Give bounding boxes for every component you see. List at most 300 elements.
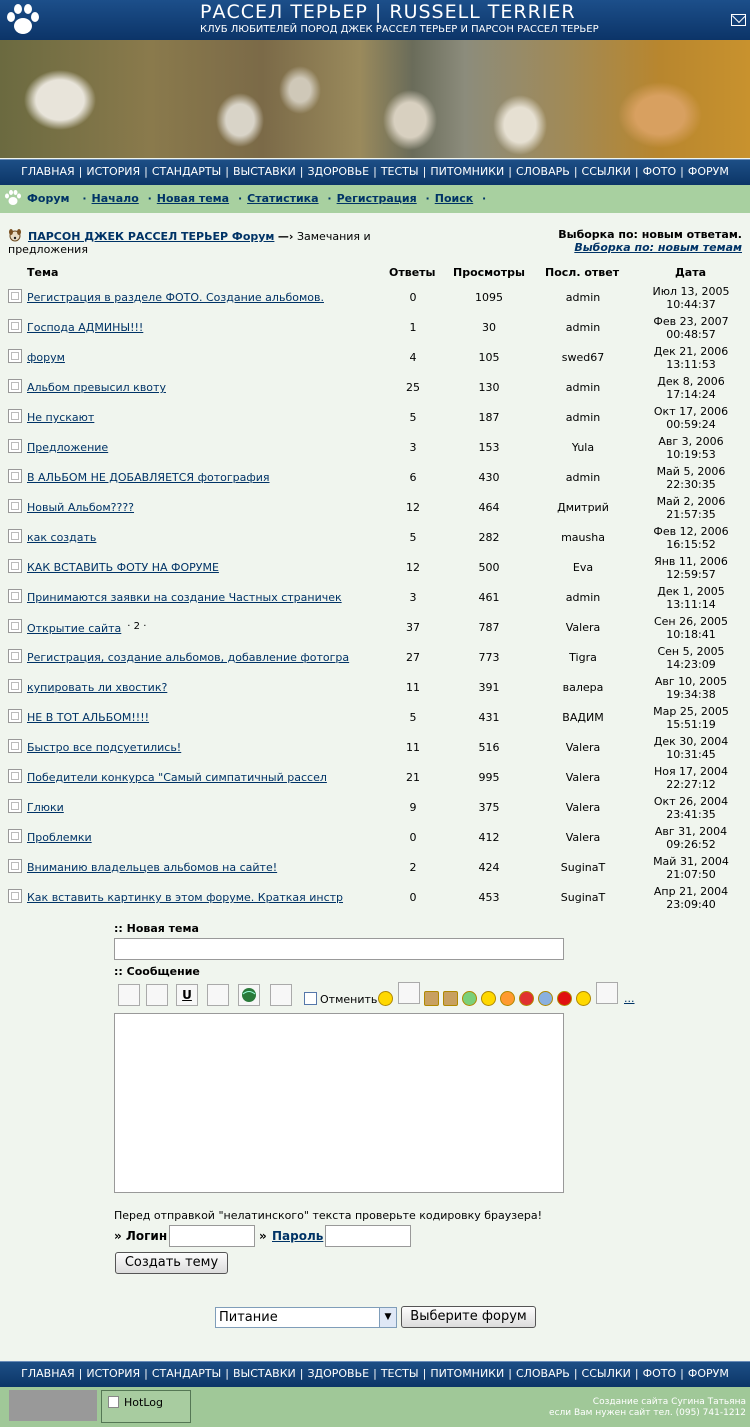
topic-link[interactable]: Альбом превысил квоту — [27, 381, 166, 394]
time-value: 13:11:53 — [666, 358, 716, 371]
more-smilies-link[interactable]: ... — [624, 992, 635, 1005]
time-value: 23:09:40 — [666, 898, 716, 911]
mad-icon[interactable] — [557, 991, 572, 1006]
nav-item[interactable]: ТЕСТЫ — [380, 1367, 419, 1380]
smile-icon[interactable] — [378, 991, 393, 1006]
topic-icon — [8, 889, 22, 903]
table-row — [0, 823, 750, 853]
nav-item[interactable]: ФОТО — [642, 1367, 677, 1380]
paw-small-icon — [4, 190, 22, 206]
topic-cell — [27, 891, 343, 904]
forum-select[interactable] — [215, 1307, 397, 1328]
topic-cell — [27, 831, 92, 844]
table-row — [0, 853, 750, 883]
topic-cell — [27, 711, 149, 724]
date-cell — [634, 885, 748, 911]
topic-cell — [27, 741, 181, 754]
date-cell — [634, 615, 748, 641]
nav-item[interactable]: СТАНДАРТЫ — [151, 165, 222, 178]
topic-icon — [8, 409, 22, 423]
nav-separator: | — [634, 1367, 639, 1380]
thumbs-up-icon[interactable] — [424, 991, 439, 1006]
views-cell: 282 — [478, 531, 500, 544]
last-reply-cell: mausha — [561, 531, 605, 544]
date-cell — [634, 375, 748, 401]
topic-link[interactable]: Предложение — [27, 441, 109, 454]
sad-icon[interactable] — [538, 991, 553, 1006]
last-reply-cell: Tigra — [569, 651, 597, 664]
new-topic-label: :: Новая тема — [114, 922, 199, 935]
confused-icon[interactable] — [481, 991, 496, 1006]
subject-input[interactable] — [114, 938, 564, 960]
nav-separator: | — [680, 165, 684, 178]
topic-icon — [8, 649, 22, 663]
views-cell: 412 — [478, 831, 500, 844]
topic-link[interactable]: купировать ли хвостик? — [27, 681, 168, 694]
views-cell: 430 — [478, 471, 500, 484]
broken-image-icon — [108, 1396, 119, 1408]
replies-cell: 11 — [406, 741, 420, 754]
angry-icon[interactable] — [519, 991, 534, 1006]
time-value: 21:07:50 — [666, 868, 716, 881]
date-cell — [634, 645, 748, 671]
date-cell — [634, 675, 748, 701]
topic-icon — [8, 439, 22, 453]
date-cell — [634, 345, 748, 371]
date-value: Апр 21, 2004 — [653, 885, 729, 898]
date-cell — [634, 855, 748, 881]
date-value: Авг 10, 2005 — [654, 675, 728, 688]
topic-link[interactable]: Регистрация, создание альбомов, добавление фотогра — [27, 651, 350, 664]
table-row — [0, 793, 750, 823]
table-row — [0, 403, 750, 433]
replies-cell: 4 — [409, 351, 417, 364]
sort-box — [558, 228, 742, 254]
nav-item[interactable]: ГЛАВНАЯ — [21, 165, 75, 178]
last-reply-cell: Дмитрий — [557, 501, 609, 514]
last-reply-cell: валера — [562, 681, 604, 694]
topic-cell — [27, 801, 64, 814]
topic-link[interactable]: Глюки — [27, 801, 64, 814]
views-cell: 516 — [478, 741, 500, 754]
time-value: 00:59:24 — [666, 418, 716, 431]
topic-cell — [27, 621, 146, 635]
nav-item[interactable]: ГЛАВНАЯ — [21, 1367, 75, 1380]
subnav-link-stats[interactable]: Статистика — [247, 192, 319, 205]
cancel-checkbox[interactable] — [304, 992, 317, 1005]
nav-item[interactable]: ПИТОМНИКИ — [430, 165, 505, 178]
table-row — [0, 373, 750, 403]
date-cell — [634, 555, 748, 581]
time-value: 12:59:57 — [666, 568, 716, 581]
nav-separator: | — [144, 1367, 148, 1380]
section-name: Замечания и предложения — [8, 230, 371, 256]
nav-separator: | — [680, 1367, 684, 1380]
time-value: 10:18:41 — [666, 628, 716, 641]
cool-icon[interactable] — [500, 991, 515, 1006]
nav-item[interactable]: ВЫСТАВКИ — [232, 1367, 296, 1380]
site-header — [0, 0, 750, 158]
last-reply-cell: Eva — [572, 561, 594, 574]
nav-separator: | — [422, 165, 427, 178]
date-value: Фев 12, 2006 — [653, 525, 729, 538]
nav-separator: | — [299, 1367, 304, 1380]
last-reply-cell: admin — [565, 471, 601, 484]
table-row — [0, 703, 750, 733]
last-reply-cell: Valera — [565, 831, 601, 844]
wink-icon[interactable] — [576, 991, 591, 1006]
topic-icon — [8, 769, 22, 783]
replies-cell: 0 — [409, 891, 417, 904]
subnav-link-home[interactable]: Начало — [91, 192, 139, 205]
date-value: Дек 8, 2006 — [657, 375, 725, 388]
replies-cell: 6 — [409, 471, 417, 484]
topic-link[interactable]: Принимаются заявки на создание Частных страничек — [27, 591, 342, 604]
table-row — [0, 613, 750, 643]
counter-banner — [9, 1390, 97, 1421]
replies-cell: 12 — [406, 501, 420, 514]
date-value: Дек 1, 2005 — [657, 585, 725, 598]
date-value: Сен 5, 2005 — [657, 645, 725, 658]
nav-item[interactable]: ФОРУМ — [687, 1367, 729, 1380]
nav-item[interactable]: СЛОВАРЬ — [515, 165, 570, 178]
col-date: Дата — [675, 266, 707, 279]
topic-cell — [27, 351, 65, 364]
time-value: 13:11:14 — [666, 598, 716, 611]
replies-cell: 5 — [409, 531, 417, 544]
topic-pages-link[interactable]: · 2 · — [127, 621, 147, 632]
topic-link[interactable]: Проблемки — [27, 831, 92, 844]
views-cell: 1095 — [475, 291, 503, 304]
message-textarea[interactable] — [114, 1013, 564, 1193]
nav-separator: | — [78, 165, 83, 178]
nav-separator: | — [373, 1367, 377, 1380]
topic-cell — [27, 291, 324, 304]
topic-link[interactable]: В АЛЬБОМ НЕ ДОБАВЛЯЕТСЯ фотография — [27, 471, 270, 484]
chevron-down-icon[interactable]: ▼ — [379, 1308, 396, 1327]
topic-icon — [8, 559, 22, 573]
main-nav-bottom — [0, 1361, 750, 1388]
breadcrumb — [8, 228, 388, 256]
table-row — [0, 583, 750, 613]
time-value: 17:14:24 — [666, 388, 716, 401]
subnav-link-search[interactable]: Поиск — [434, 192, 474, 205]
topic-cell — [27, 861, 277, 874]
time-value: 00:48:57 — [666, 328, 716, 341]
date-value: Сен 26, 2005 — [653, 615, 729, 628]
main-nav-top — [0, 159, 750, 186]
bold-button-icon[interactable] — [118, 984, 140, 1006]
thumbs-down-icon[interactable] — [443, 991, 458, 1006]
views-cell: 773 — [478, 651, 500, 664]
views-cell: 130 — [478, 381, 500, 394]
table-row — [0, 313, 750, 343]
replies-cell: 1 — [409, 321, 417, 334]
topic-link[interactable]: Новый Альбом???? — [27, 501, 135, 514]
topic-link[interactable]: как создать — [27, 531, 97, 544]
topic-icon — [8, 619, 22, 633]
topic-cell — [27, 471, 270, 484]
topic-cell — [27, 561, 219, 574]
topic-cell — [27, 381, 166, 394]
col-last-reply: Посл. ответ — [545, 266, 620, 279]
nav-item[interactable]: СЛОВАРЬ — [515, 1367, 570, 1380]
subnav-link-new-topic[interactable]: Новая тема — [156, 192, 230, 205]
hotlog-label: HotLog — [124, 1396, 163, 1409]
table-row — [0, 343, 750, 373]
views-cell: 375 — [478, 801, 500, 814]
replies-cell: 12 — [406, 561, 420, 574]
date-cell — [634, 315, 748, 341]
date-value: Авг 31, 2004 — [654, 825, 728, 838]
views-cell: 153 — [478, 441, 500, 454]
link-button-icon[interactable] — [207, 984, 229, 1006]
date-value: Дек 30, 2004 — [653, 735, 729, 748]
date-value: Фев 23, 2007 — [653, 315, 729, 328]
nav-separator: | — [634, 165, 639, 178]
table-row — [0, 463, 750, 493]
last-reply-cell: SuginaT — [560, 861, 606, 874]
last-reply-cell: Valera — [565, 771, 601, 784]
topic-link[interactable]: форум — [27, 351, 65, 364]
replies-cell: 3 — [409, 591, 417, 604]
nav-item[interactable]: ФОРУМ — [687, 165, 729, 178]
topic-icon — [8, 709, 22, 723]
cancel-label: Отменить — [320, 993, 378, 1006]
message-label: :: Сообщение — [114, 965, 200, 978]
topic-cell — [27, 321, 143, 334]
topic-cell — [27, 771, 327, 784]
topic-link[interactable]: НЕ В ТОТ АЛЬБОМ!!!! — [27, 711, 150, 724]
paw-logo-icon[interactable] — [4, 2, 42, 38]
last-reply-cell: Valera — [565, 621, 601, 634]
nav-separator: | — [78, 1367, 83, 1380]
topic-icon — [8, 739, 22, 753]
table-row — [0, 883, 750, 913]
date-cell — [634, 495, 748, 521]
date-value: Окт 17, 2006 — [653, 405, 729, 418]
views-cell: 464 — [478, 501, 500, 514]
nav-item[interactable]: ССЫЛКИ — [581, 1367, 631, 1380]
date-cell — [634, 765, 748, 791]
replies-cell: 0 — [409, 831, 417, 844]
nav-separator: | — [144, 165, 148, 178]
date-value: Янв 11, 2006 — [654, 555, 728, 568]
topic-link[interactable]: Регистрация в разделе ФОТО. Создание альбомов. — [27, 291, 324, 304]
table-row — [0, 763, 750, 793]
time-value: 16:15:52 — [666, 538, 716, 551]
col-views: Просмотры — [453, 266, 525, 279]
globe-icon[interactable] — [238, 984, 260, 1006]
topic-icon — [8, 859, 22, 873]
date-cell — [634, 405, 748, 431]
nav-separator: | — [373, 165, 377, 178]
date-cell — [634, 705, 748, 731]
topic-link[interactable]: Быстро все подсуетились! — [27, 741, 182, 754]
nav-item[interactable]: ВЫСТАВКИ — [232, 165, 296, 178]
date-value: Окт 26, 2004 — [653, 795, 729, 808]
date-cell — [634, 435, 748, 461]
col-topic: Тема — [27, 266, 59, 279]
nav-separator: | — [299, 165, 304, 178]
login-label: » Логин — [114, 1229, 168, 1243]
date-value: Июл 13, 2005 — [652, 285, 730, 298]
topic-icon — [8, 589, 22, 603]
table-row — [0, 493, 750, 523]
views-cell: 187 — [478, 411, 500, 424]
last-reply-cell: admin — [565, 321, 601, 334]
login-input[interactable] — [169, 1225, 255, 1247]
date-cell — [634, 825, 748, 851]
site-credits — [549, 1397, 746, 1419]
topic-cell — [27, 411, 94, 424]
credit-line-1: Создание сайта Сугина Татьяна — [592, 1397, 746, 1407]
date-cell — [634, 285, 748, 311]
forum-subnav — [0, 185, 750, 213]
date-cell — [634, 585, 748, 611]
date-value: Дек 21, 2006 — [653, 345, 729, 358]
replies-cell: 27 — [406, 651, 420, 664]
table-row — [0, 283, 750, 313]
password-input[interactable] — [325, 1225, 411, 1247]
separator: · — [482, 192, 487, 205]
views-cell: 787 — [478, 621, 500, 634]
last-reply-cell: admin — [565, 381, 601, 394]
header-banner-photo — [0, 40, 750, 158]
replies-cell: 25 — [406, 381, 420, 394]
nav-item[interactable]: ЗДОРОВЬЕ — [307, 1367, 370, 1380]
views-cell: 431 — [478, 711, 500, 724]
date-cell — [634, 795, 748, 821]
nav-item[interactable]: ИСТОРИЯ — [86, 165, 141, 178]
nav-item[interactable]: ТЕСТЫ — [380, 165, 419, 178]
replies-cell: 9 — [409, 801, 417, 814]
nav-item[interactable]: ЗДОРОВЬЕ — [307, 165, 370, 178]
credit-line-2: если Вам нужен сайт тел. (095) 741-1212 — [549, 1408, 746, 1418]
italic-button-icon[interactable] — [146, 984, 168, 1006]
time-value: 23:41:35 — [666, 808, 716, 821]
topics-table-header — [0, 266, 750, 280]
time-value: 09:26:52 — [666, 838, 716, 851]
separator: · — [82, 192, 87, 205]
sort-by-new-topics-link[interactable]: Выборка по: новым темам — [574, 241, 742, 254]
time-value: 10:19:53 — [666, 448, 716, 461]
time-value: 10:44:37 — [666, 298, 716, 311]
topic-icon — [8, 829, 22, 843]
time-value: 22:30:35 — [666, 478, 716, 491]
topic-cell — [27, 591, 342, 604]
time-value: 21:57:35 — [666, 508, 716, 521]
table-row — [0, 523, 750, 553]
topic-icon — [8, 289, 22, 303]
grin-icon[interactable] — [462, 991, 477, 1006]
topic-link[interactable]: Как вставить картинку в этом форуме. Краткая инстр — [27, 891, 344, 904]
date-cell — [634, 525, 748, 551]
table-row — [0, 553, 750, 583]
replies-cell: 5 — [409, 411, 417, 424]
replies-cell: 21 — [406, 771, 420, 784]
last-reply-cell: Valera — [565, 741, 601, 754]
topic-cell — [27, 681, 167, 694]
forum-select-value: Питание — [219, 1310, 278, 1325]
topic-link[interactable]: Победители конкурса "Самый симпатичный рассел — [27, 771, 327, 784]
col-replies: Ответы — [389, 266, 436, 279]
date-value: Авг 3, 2006 — [658, 435, 724, 448]
replies-cell: 11 — [406, 681, 420, 694]
topic-icon — [8, 529, 22, 543]
nav-item[interactable]: СТАНДАРТЫ — [151, 1367, 222, 1380]
replies-cell: 5 — [409, 711, 417, 724]
topic-link[interactable]: Вниманию владельцев альбомов на сайте! — [27, 861, 278, 874]
last-reply-cell: SuginaT — [560, 891, 606, 904]
nav-separator: | — [508, 165, 512, 178]
topic-link[interactable]: Господа АДМИНЫ!!! — [27, 321, 144, 334]
topic-icon — [8, 349, 22, 363]
subnav-link-register[interactable]: Регистрация — [336, 192, 417, 205]
topic-icon — [8, 499, 22, 513]
nav-separator: | — [573, 1367, 578, 1380]
topic-link[interactable]: КАК ВСТАВИТЬ ФОТУ НА ФОРУМЕ — [27, 561, 219, 574]
replies-cell: 37 — [406, 621, 420, 634]
smiley-image-icon[interactable] — [398, 982, 420, 1004]
mail-icon[interactable] — [731, 14, 746, 26]
last-reply-cell: Yula — [571, 441, 595, 454]
last-reply-cell: swed67 — [561, 351, 605, 364]
site-subtitle: КЛУБ ЛЮБИТЕЛЕЙ ПОРОД ДЖЕК РАССЕЛ ТЕРЬЕР И ПАРСОН РАССЕЛ ТЕРЬЕР — [200, 24, 599, 35]
table-row — [0, 673, 750, 703]
subnav-items — [27, 192, 491, 205]
hotlog-counter[interactable] — [101, 1390, 191, 1423]
date-value: Ноя 17, 2004 — [653, 765, 729, 778]
last-reply-cell: Valera — [565, 801, 601, 814]
footer — [0, 1387, 750, 1427]
separator: · — [147, 192, 152, 205]
table-row — [0, 643, 750, 673]
nav-item[interactable]: ФОТО — [642, 165, 677, 178]
last-reply-cell: ВАДИМ — [562, 711, 604, 724]
topic-cell — [27, 531, 96, 544]
nav-separator: | — [573, 165, 578, 178]
topic-link[interactable]: Открытие сайта — [27, 622, 122, 635]
topic-link[interactable]: Не пускают — [27, 411, 95, 424]
nav-separator: | — [422, 1367, 427, 1380]
underline-button[interactable]: U — [176, 984, 198, 1006]
create-topic-button[interactable]: Создать тему — [115, 1252, 228, 1274]
time-value: 15:51:19 — [666, 718, 716, 731]
time-value: 10:31:45 — [666, 748, 716, 761]
time-value: 22:27:12 — [666, 778, 716, 791]
forum-link[interactable]: ПАРСОН ДЖЕК РАССЕЛ ТЕРЬЕР Форум — [28, 230, 275, 243]
choose-forum-button[interactable]: Выберите форум — [401, 1306, 536, 1328]
views-cell: 995 — [478, 771, 500, 784]
topic-icon — [8, 679, 22, 693]
date-value: Мар 25, 2005 — [653, 705, 729, 718]
nav-separator: | — [508, 1367, 512, 1380]
password-link[interactable]: Пароль — [272, 1229, 324, 1243]
smiley-image-icon-2[interactable] — [596, 982, 618, 1004]
nav-item[interactable]: ПИТОМНИКИ — [430, 1367, 505, 1380]
replies-cell: 2 — [409, 861, 417, 874]
image-button-icon[interactable] — [270, 984, 292, 1006]
subnav-label: Форум — [27, 192, 70, 205]
replies-cell: 3 — [409, 441, 417, 454]
topic-icon — [8, 379, 22, 393]
time-value: 14:23:09 — [666, 658, 716, 671]
nav-item[interactable]: ССЫЛКИ — [581, 165, 631, 178]
table-row — [0, 733, 750, 763]
nav-item[interactable]: ИСТОРИЯ — [86, 1367, 141, 1380]
nav-separator: | — [225, 165, 229, 178]
